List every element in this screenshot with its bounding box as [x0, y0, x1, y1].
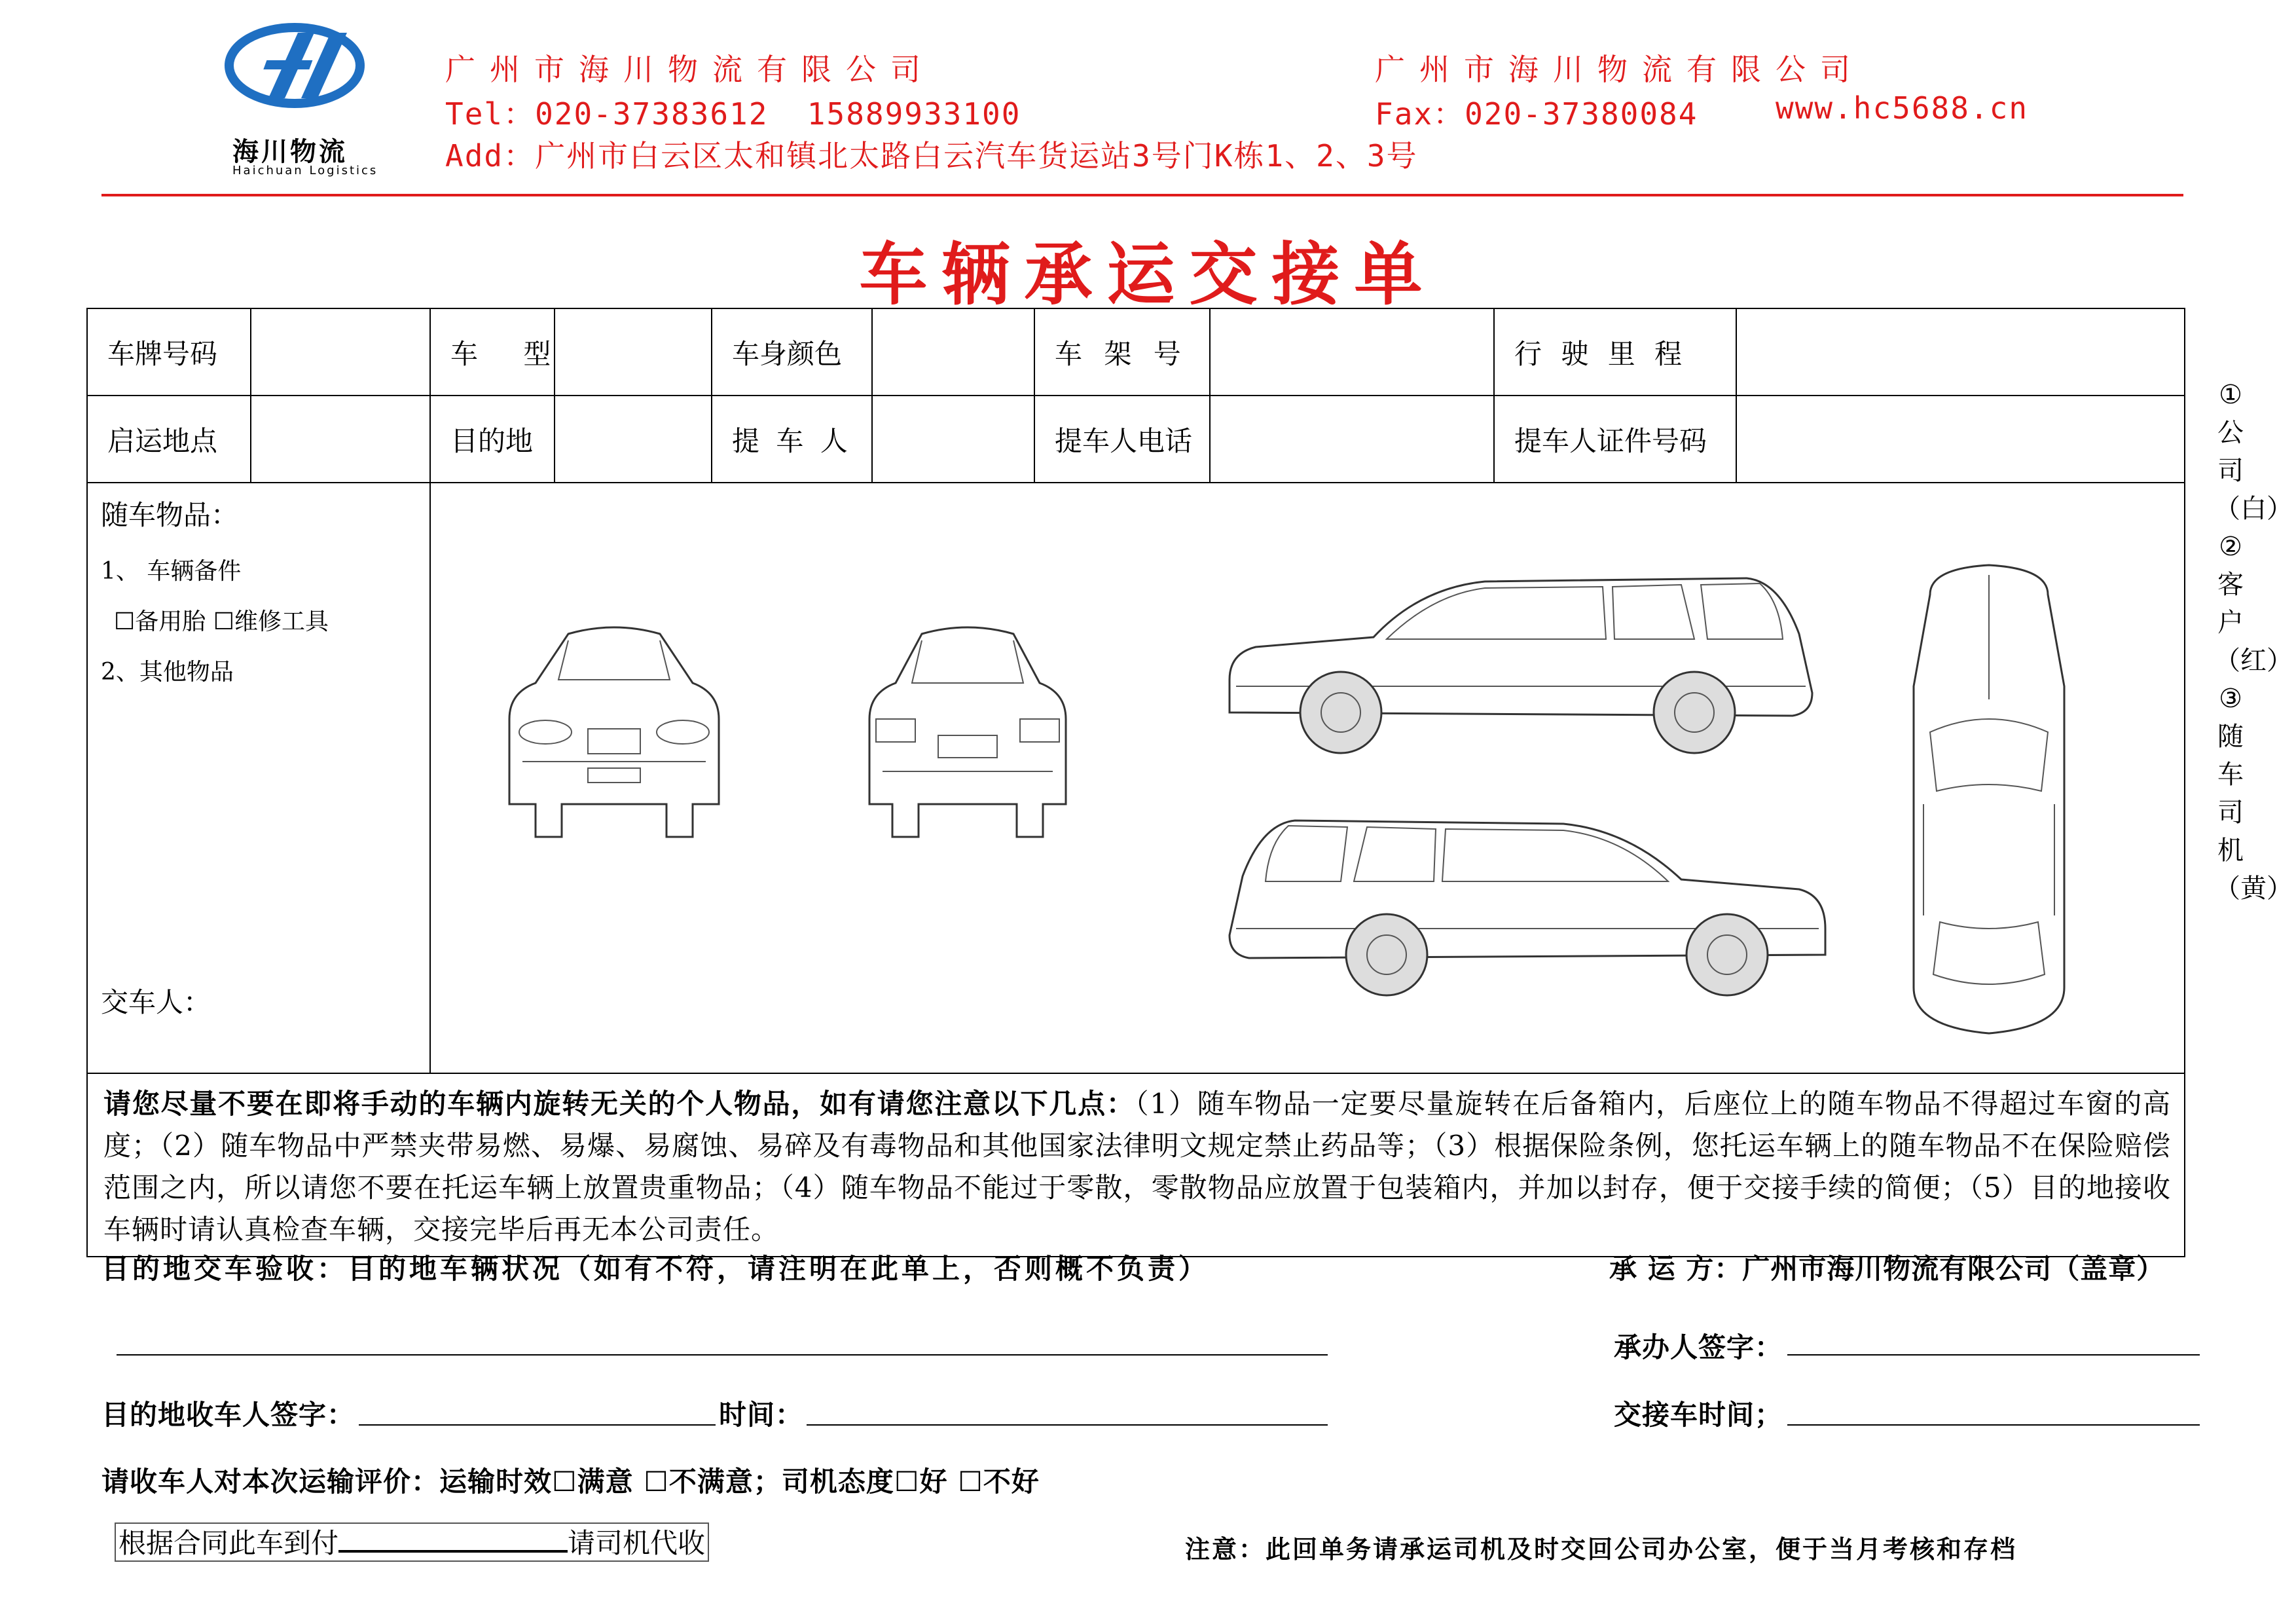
car-side-view-right-icon: [1230, 821, 1825, 995]
notes-cell: [87, 1073, 2185, 1257]
items-other: 2、其他物品: [101, 659, 234, 686]
field-mileage[interactable]: [1736, 308, 2185, 396]
items-cell: [87, 483, 430, 1073]
car-side-view-left-icon: [1230, 578, 1812, 753]
items-spare-checkboxes[interactable]: ☐备用胎 ☐维修工具: [114, 608, 329, 635]
handover-person-label: 交车人：: [101, 986, 211, 1018]
label-body-color: 车身颜色: [712, 308, 872, 396]
car-rear-view-icon: [869, 627, 1066, 837]
notes-text: （1）随车物品一定要尽量旋转在后备箱内，后座位上的随车物品不得超过车窗的高度；（2）随车物品中严禁夹带易燃、易爆、易腐蚀、易碎及有毒物品和其他国家法律明文规定禁止药品等；（3）根据保险条例，您托运车辆上的随车物品不在保险赔偿范围之内，所以请您不要在托运车辆上放置贵重物品；（4）随车物品不能过于零散，零散物品应放置于包装箱内，并加以封存，便于交接手续的简便；（5）目的地接收车辆时请认真检查车辆，交接完毕后再无本公司责任。: [103, 1088, 2171, 1246]
company-name-right: 广州市海川物流有限公司: [1375, 52, 1865, 87]
vehicle-damage-diagram[interactable]: [431, 490, 2192, 1066]
table-row: [87, 308, 2185, 396]
handler-signature-line[interactable]: [1787, 1354, 2200, 1356]
label-plate-number: 车牌号码: [87, 308, 251, 396]
field-vin[interactable]: [1210, 308, 1494, 396]
page-title: 车辆承运交接单: [859, 234, 1437, 314]
label-pickup-phone: 提车人电话: [1034, 396, 1210, 483]
logo-graphic: [223, 20, 386, 124]
label-pickup-person: 提 车 人: [712, 396, 872, 483]
notes-heading: 请您尽量不要在即将手动的车辆内旋转无关的个人物品，如有请您注意以下几点：: [103, 1088, 1135, 1120]
label-mileage: 行 驶 里 程: [1494, 308, 1736, 396]
field-destination[interactable]: [555, 396, 712, 483]
label-pickup-id: 提车人证件号码: [1494, 396, 1736, 483]
company-logo: [223, 20, 386, 124]
label-destination: 目的地: [430, 396, 555, 483]
table-row: [87, 396, 2185, 483]
car-top-view-icon: [1914, 565, 2064, 1033]
handler-signature-label: 承办人签字：: [1614, 1331, 1783, 1363]
vehicle-diagram-area[interactable]: [430, 483, 2185, 1073]
label-origin: 启运地点: [87, 396, 251, 483]
field-pickup-id[interactable]: [1736, 396, 2185, 483]
logo-text-cn: 海川物流: [232, 136, 348, 167]
field-car-model[interactable]: [555, 308, 712, 396]
payment-amount-field[interactable]: [338, 1524, 568, 1553]
header-divider: [101, 194, 2183, 196]
field-pickup-person[interactable]: [872, 396, 1034, 483]
company-fax: Fax：020-37380084: [1375, 96, 1698, 132]
items-title: 随车物品：: [101, 499, 239, 531]
field-plate-number[interactable]: [251, 308, 430, 396]
service-rating[interactable]: 请收车人对本次运输评价：运输时效☐满意 ☐不满意；司机态度☐好 ☐不好: [101, 1466, 1040, 1498]
car-front-view-icon: [509, 627, 719, 837]
payment-driver-label: 请司机代收: [568, 1527, 706, 1559]
table-row: [87, 1073, 2185, 1257]
receive-time-line[interactable]: [807, 1424, 1328, 1426]
carrier-label: 承 运 方：广州市海川物流有限公司（盖章）: [1609, 1253, 2165, 1285]
items-spare-parts: 1、 车辆备件: [101, 558, 242, 585]
field-body-color[interactable]: [872, 308, 1034, 396]
company-address: Add：广州市白云区太和镇北太路白云汽车货运站3号门K栋1、2、3号: [445, 138, 1418, 174]
receive-time-label: 时间：: [719, 1399, 804, 1431]
receiver-signature-label: 目的地收车人签字：: [101, 1399, 355, 1431]
copy-distribution-note: ①公司（白）②客户（红）③随车司机（黄）: [2214, 380, 2293, 904]
handover-time-line[interactable]: [1787, 1424, 2200, 1426]
company-name-left: 广州市海川物流有限公司: [445, 52, 935, 87]
payment-box: [115, 1522, 709, 1562]
field-pickup-phone[interactable]: [1210, 396, 1494, 483]
receiver-signature-line[interactable]: [359, 1424, 716, 1426]
table-row: [87, 483, 2185, 1073]
label-car-model: 车 型: [430, 308, 555, 396]
return-notice: 注意：此回单务请承运司机及时交回公司办公室，便于当月考核和存档: [1185, 1534, 2018, 1564]
destination-inspection-label: 目的地交车验收：目的地车辆状况（如有不符，请注明在此单上，否则概不负责）: [101, 1253, 1210, 1285]
handover-table: [86, 308, 2185, 1257]
company-tel: Tel：020-37383612 15889933100: [445, 96, 1021, 132]
field-origin[interactable]: [251, 396, 430, 483]
inspection-remarks-line[interactable]: [117, 1354, 1328, 1356]
label-vin: 车 架 号: [1034, 308, 1210, 396]
handover-time-label: 交接车时间；: [1614, 1399, 1783, 1431]
company-website: www.hc5688.cn: [1776, 90, 2029, 126]
logo-text-en: Haichuan Logistics: [232, 164, 378, 177]
payment-collect-label: 根据合同此车到付: [118, 1527, 339, 1559]
